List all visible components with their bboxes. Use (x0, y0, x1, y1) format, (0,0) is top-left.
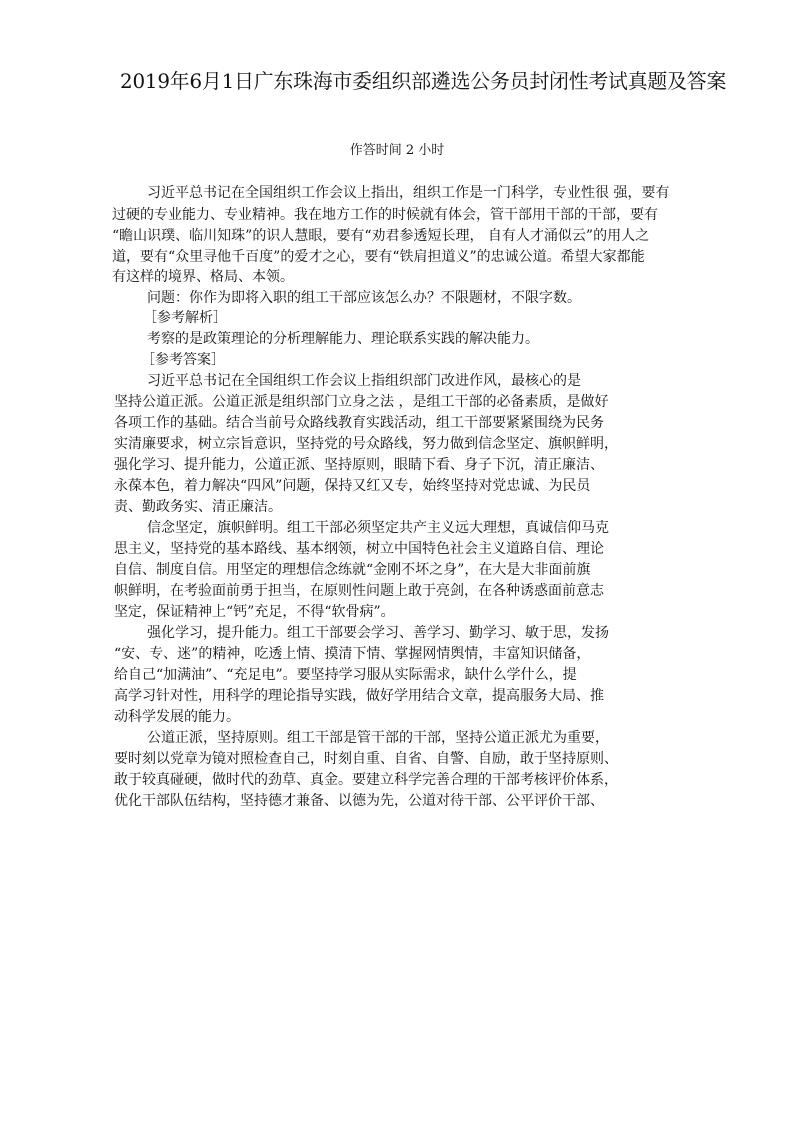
body-line: “瞻山识璞、临川知珠”的识人慧眼，要有“劝君参透短长理， 自有人才涌似云”的用人之 (112, 228, 650, 244)
body-line: 习近平总书记在全国组织工作会议上指组织部门改进作风，最核心的是 (147, 373, 581, 389)
body-line: 公道正派，坚持原则。组工干部是管干部的干部，坚持公道正派尤为重要， (147, 730, 609, 746)
question-line: 问题：你作为即将入职的组工干部应该怎么办？不限题材，不限字数。 (147, 290, 581, 306)
document-title: 2019年6月1日广东珠海市委组织部遴选公务员封闭性考试真题及答案 (120, 69, 727, 93)
body-line: 高学习针对性，用科学的理论指导实践，做好学用结合文章，提高服务大局、推 (114, 688, 604, 704)
body-line: 各项工作的基础。结合当前号众路线教育实践活动，组工干部要紧紧围绕为民务 (114, 415, 604, 431)
section-heading-analysis: ［参考解析］ (143, 310, 227, 326)
body-line: 优化干部队伍结构，坚持德才兼备、以德为先，公道对待干部、公平评价干部、 (114, 793, 604, 809)
body-line: 信念坚定，旗帜鲜明。组工干部必须坚定共产主义远大理想，真诚信仰马克 (147, 520, 609, 536)
body-line: 坚定，保证精神上“钙”充足，不得“软骨病”。 (114, 604, 395, 620)
body-line: 坚持公道正派。公道正派是组织部门立身之法 ，是组工干部的必备素质，是做好 (114, 394, 609, 410)
body-line: 思主义，坚持党的基本路线、基本纲领，树立中国特色社会主义道路自信、理论 (114, 541, 604, 557)
body-line: 自信、制度自信。用坚定的理想信念练就“金刚不坏之身”，在大是大非面前旗 (114, 562, 591, 578)
body-line: 要时刻以党章为镜对照检查自己，时刻自重、自省、自警、自励，敢于坚持原则、 (114, 751, 618, 767)
body-line: 实清廉要求，树立宗旨意识，坚持党的号众路线，努力做到信念坚定、旗帜鲜明， (114, 436, 618, 452)
body-line: 考察的是政策理论的分析理解能力、理论联系实践的解决能力。 (147, 331, 539, 347)
body-line: 强化学习，提升能力。组工干部要会学习、善学习、勤学习、敏于思，发扬 (147, 625, 609, 641)
body-line: 敢于较真碰硬，做时代的劲草、真金。要建立科学完善合理的干部考核评价体系， (114, 772, 618, 788)
section-heading-answer: ［参考答案］ (141, 352, 225, 368)
exam-duration: 作答时间 2 小时 (349, 143, 445, 158)
body-line: 永葆本色，着力解决“四风”问题，保持又红又专，始终坚持对党忠诚、为民员 (114, 478, 591, 494)
body-line: 帜鲜明，在考验面前勇于担当，在原则性问题上敢于亮剑，在各种诱惑面前意志 (114, 583, 604, 599)
body-line: “安、专、迷”的精神，吃透上情、摸清下情、掌握网情舆情，丰富知识储备， (114, 646, 591, 662)
body-line: 给自己“加满油”、“充足电”。要坚持学习服从实际需求，缺什么学什么，提 (114, 667, 577, 683)
body-line: 道，要有“众里寻他千百度”的爱才之心，要有“铁肩担道义”的忠诚公道。希望大家都能 (112, 249, 645, 265)
body-line: 有这样的境界、格局、本领。 (112, 269, 294, 285)
body-line: 习近平总书记在全国组织工作会议上指出，组织工作是一门科学，专业性很 强，要有 (147, 185, 670, 201)
body-line: 责、勤政务实、清正廉洁。 (114, 499, 282, 515)
body-line: 动科学发展的能力。 (114, 709, 240, 725)
body-line: 过硬的专业能力、专业精神。我在地方工作的时候就有体会，管干部用干部的干部，要有 (112, 207, 658, 223)
body-line: 强化学习、提升能力，公道正派、坚持原则，眼睛下看、身子下沉，清正廉洁、 (114, 457, 604, 473)
